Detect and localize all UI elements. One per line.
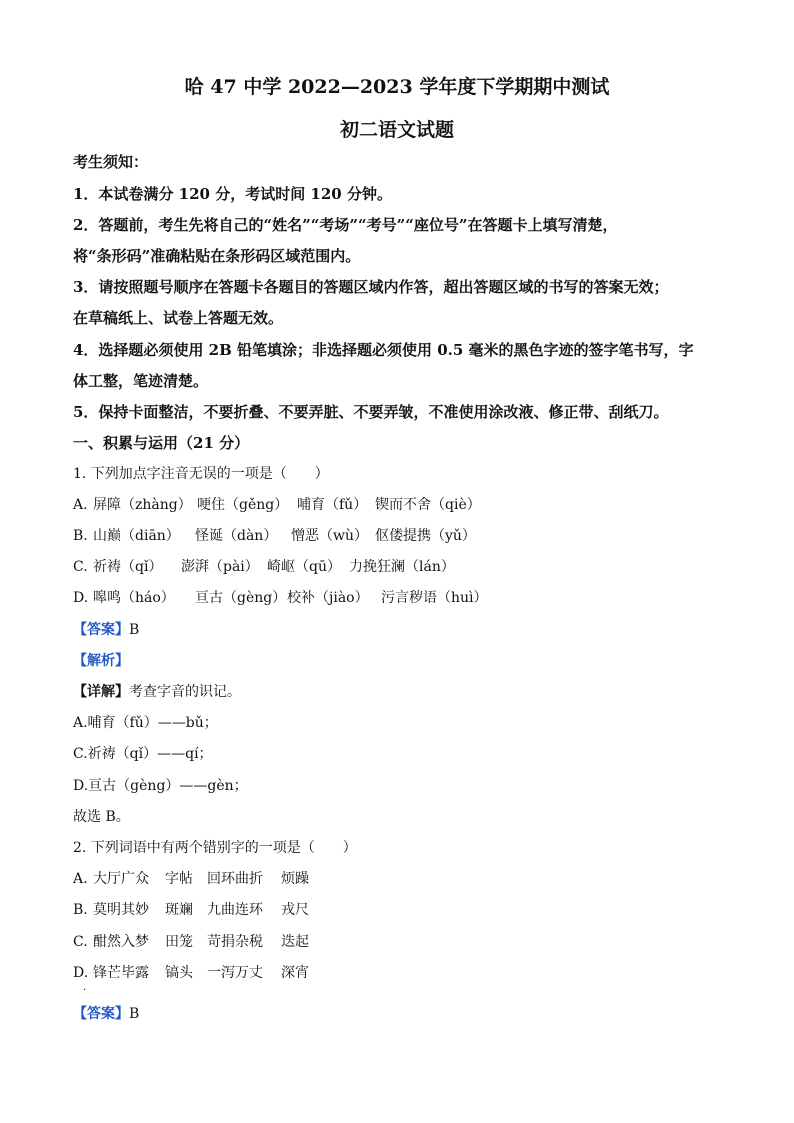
instruction-item: 1．本试卷满分 120 分，考试时间 120 分钟。 xyxy=(73,185,392,203)
option-letter: D. xyxy=(73,965,89,981)
instructions-heading: 考生须知： xyxy=(73,153,149,171)
option-item: 哺育（fǔ） xyxy=(297,497,368,513)
analysis-line: D.亘古（gèng）——gèn； xyxy=(73,778,248,794)
option-item: 力挽狂澜（lán） xyxy=(349,559,455,575)
question-2-answer xyxy=(73,1003,139,1023)
option-item: 回环曲折 xyxy=(207,871,263,887)
option-item: 大厅广众 xyxy=(93,871,149,887)
question-2-option-d xyxy=(73,962,309,982)
option-item: 祈祷（qǐ） xyxy=(93,559,163,575)
question-2-option-b xyxy=(73,899,309,919)
question-2-option-c xyxy=(73,931,309,951)
option-letter: D. xyxy=(73,590,89,606)
option-item: 苛捐杂税 xyxy=(207,934,263,950)
analysis-tag: 【解析】 xyxy=(73,653,129,669)
option-item: 深宵 xyxy=(281,965,309,981)
question-1-option-c xyxy=(73,556,455,576)
option-item: 屏障（zhàng） xyxy=(93,497,192,513)
option-item: 字帖 xyxy=(165,871,193,887)
analysis-line: 故选 B。 xyxy=(73,809,130,825)
instruction-item: 5．保持卡面整洁，不要折叠、不要弄脏、不要弄皱，不准使用涂改液、修正带、刮纸刀。 xyxy=(73,403,669,421)
option-item: 嗥鸣（háo） xyxy=(93,590,175,606)
answer-tag: 【答案】 xyxy=(73,1006,129,1022)
question-2-stem: 2. 下列词语中有两个错别字的一项是（ ） xyxy=(73,840,357,856)
option-letter: B. xyxy=(73,902,88,918)
question-1-analysis-tag xyxy=(73,650,129,670)
instruction-item: 将“条形码”准确粘贴在条形码区域范围内。 xyxy=(73,247,361,265)
question-1-option-b xyxy=(73,525,476,545)
instruction-item: 2．答题前，考生先将自己的“姓名”“考场”“考号”“座位号”在答题卡上填写清楚， xyxy=(73,216,618,234)
option-item: 一泻万丈 xyxy=(207,965,263,981)
option-letter: A. xyxy=(73,497,88,513)
answer-value: B xyxy=(129,1006,140,1022)
option-letter: A. xyxy=(73,871,88,887)
option-item: 亘古（gèng） xyxy=(195,590,287,606)
option-item: 污言秽语（huì） xyxy=(381,590,488,606)
option-item: 戎尺 xyxy=(281,902,309,918)
option-item: 九曲连环 xyxy=(207,902,263,918)
exam-subtitle: 初二语文试题 xyxy=(339,119,454,141)
option-letter: B. xyxy=(73,528,88,544)
instruction-item: 3．请按照题号顺序在答题卡各题目的答题区域内作答，超出答题区域的书写的答案无效； xyxy=(73,278,669,296)
question-1-detail xyxy=(73,681,241,701)
option-item: 烦躁 xyxy=(281,871,309,887)
option-item: 锋芒毕露 xyxy=(93,965,149,981)
option-item: 斑斓 xyxy=(165,902,193,918)
answer-tag: 【答案】 xyxy=(73,622,129,638)
option-item: 迭起 xyxy=(281,934,309,950)
option-letter: C. xyxy=(73,559,88,575)
option-letter: C. xyxy=(73,934,88,950)
question-1-option-d xyxy=(73,587,488,607)
emphasis-dot: · xyxy=(83,985,87,996)
option-item: 憎恶（wù） xyxy=(291,528,368,544)
option-item: 酣然入梦 xyxy=(93,934,149,950)
section-heading: 一、积累与运用（21 分） xyxy=(73,434,250,452)
detail-text: 考查字音的识记。 xyxy=(129,684,241,700)
question-2-option-a xyxy=(73,868,309,888)
option-item: 山巅（diān） xyxy=(93,528,180,544)
analysis-line: A.哺育（fǔ）——bǔ； xyxy=(73,715,218,731)
analysis-line: C.祈祷（qǐ）——qí； xyxy=(73,746,213,762)
option-item: 莫明其妙 xyxy=(93,902,149,918)
detail-tag: 【详解】 xyxy=(73,684,129,700)
option-item: 澎湃（pài） xyxy=(181,559,259,575)
option-item: 田笼 xyxy=(165,934,193,950)
question-1-option-a xyxy=(73,494,481,514)
answer-value: B xyxy=(129,622,140,638)
instruction-item: 在草稿纸上、试卷上答题无效。 xyxy=(73,309,284,327)
exam-title: 哈 47 中学 2022—2023 学年度下学期期中测试 xyxy=(184,76,610,98)
question-1-stem: 1. 下列加点字注音无误的一项是（ ） xyxy=(73,466,329,482)
option-item: 怪诞（dàn） xyxy=(195,528,278,544)
option-item: 校补（jiào） xyxy=(287,590,369,606)
instruction-item: 体工整，笔迹清楚。 xyxy=(73,372,209,390)
option-item: 崎岖（qū） xyxy=(267,559,341,575)
option-item: 锲而不舍（qiè） xyxy=(375,497,481,513)
option-item: 镐头 xyxy=(165,965,193,981)
question-1-answer xyxy=(73,619,139,639)
option-item: 伛偻提携（yǔ） xyxy=(375,528,476,544)
instruction-item: 4．选择题必须使用 2B 铅笔填涂；非选择题必须使用 0.5 毫米的黑色字迹的签字笔书写，字 xyxy=(73,341,694,359)
option-item: 哽住（gěng） xyxy=(197,497,289,513)
